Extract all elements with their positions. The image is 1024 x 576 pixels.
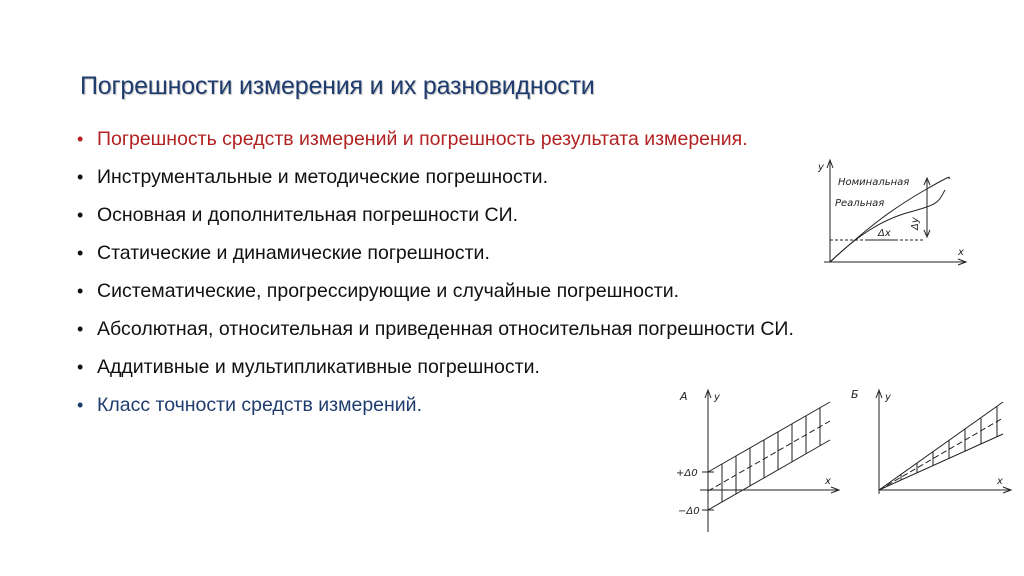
bullet-dot: • xyxy=(77,319,84,339)
bullet-item xyxy=(75,128,975,150)
dy-label: Δy xyxy=(910,217,921,230)
bullet-text: Абсолютная, относительная и приведенная относительная погрешности СИ. xyxy=(97,318,794,340)
nominal-line xyxy=(708,421,830,491)
bullet-item xyxy=(75,394,975,416)
minus-delta-label: −Δ0 xyxy=(678,506,700,517)
plus-delta-label: +Δ0 xyxy=(676,468,698,479)
bullet-text: Аддитивные и мультипликативные погрешности. xyxy=(97,356,540,378)
real-label: Реальная xyxy=(835,198,885,209)
bullet-text: Погрешность средств измерений и погрешность результата измерения. xyxy=(97,128,748,150)
bullet-dot: • xyxy=(77,205,84,225)
bullet-dot: • xyxy=(77,129,84,149)
nominal-label: Номинальная xyxy=(838,177,910,188)
lower-bound xyxy=(879,434,1003,490)
diagram-nominal-real xyxy=(810,150,970,270)
lower-bound xyxy=(708,440,830,510)
panel-label: Б xyxy=(851,388,859,401)
bullet-dot: • xyxy=(77,395,84,415)
bullet-text: Систематические, прогрессирующие и случайные погрешности. xyxy=(97,280,680,302)
bullet-item xyxy=(75,356,975,378)
y-axis-label: y xyxy=(885,392,891,403)
dx-label: Δx xyxy=(878,228,891,239)
x-axis-label: x xyxy=(825,476,831,487)
y-axis-label: y xyxy=(714,392,720,403)
bullet-item xyxy=(75,280,975,302)
y-axis-label: y xyxy=(818,162,824,173)
upper-bound xyxy=(879,402,1003,490)
bullet-text: Инструментальные и методические погрешности. xyxy=(97,166,548,188)
x-axis-label: x xyxy=(958,247,964,258)
x-axis-label: x xyxy=(997,476,1003,487)
bullet-text: Основная и дополнительная погрешности СИ. xyxy=(97,204,519,226)
bullet-dot: • xyxy=(77,281,84,301)
bullet-dot: • xyxy=(77,357,84,377)
bullet-item xyxy=(75,318,817,340)
bullet-text: Класс точности средств измерений. xyxy=(97,394,422,416)
bullet-text: Статические и динамические погрешности. xyxy=(97,242,490,264)
bullet-dot: • xyxy=(77,243,84,263)
panel-label: А xyxy=(680,390,688,403)
slide-title: Погрешности измерения и их разновидности xyxy=(80,72,595,100)
nominal-line xyxy=(879,418,1003,490)
diagram-additive xyxy=(670,382,840,542)
upper-bound xyxy=(708,402,830,472)
bullet-dot: • xyxy=(77,167,84,187)
diagram-multiplicative xyxy=(845,382,1015,512)
